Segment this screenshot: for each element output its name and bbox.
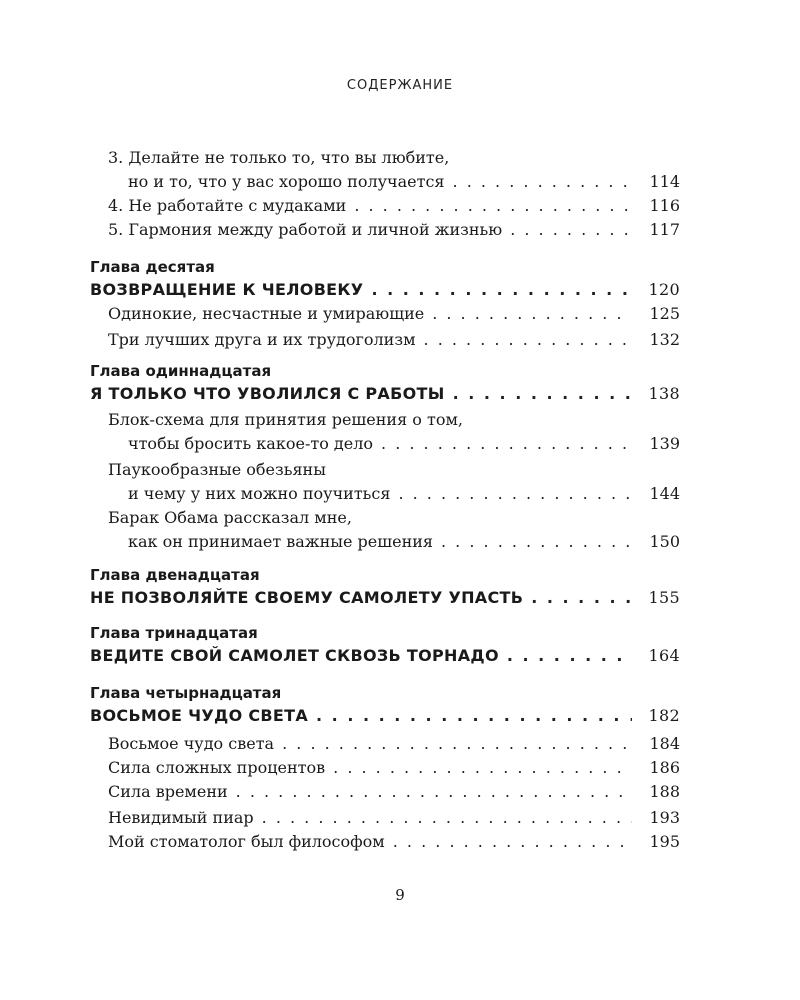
toc-entry-line: [108, 780, 680, 804]
page-number: 138: [648, 384, 680, 403]
chapter-title: Я ТОЛЬКО ЧТО УВОЛИЛСЯ С РАБОТЫ: [90, 384, 445, 403]
leader-dots: [333, 756, 632, 780]
toc-entry-line: [108, 756, 680, 780]
toc-entry-line: [108, 732, 680, 756]
leader-dots: [398, 482, 632, 506]
toc-entry-text: и чему у них можно поучиться: [128, 484, 391, 503]
toc-entry-text: 3. Делайте не только то, что вы любите,: [108, 148, 450, 167]
toc-entry-line: [108, 146, 680, 170]
page-number: 150: [649, 532, 680, 551]
toc-entry-line: [108, 506, 680, 530]
toc-entry-text: чтобы бросить какое-то дело: [128, 434, 374, 453]
chapter-label: Глава десятая: [90, 258, 215, 276]
chapter-title: ВОСЬМОЕ ЧУДО СВЕТА: [90, 706, 309, 725]
page-number: 117: [649, 220, 680, 239]
toc-entry-line: [108, 458, 680, 482]
toc-entry-text: но и то, что у вас хорошо получается: [128, 172, 445, 191]
toc-entry-text: Паукообразные обезьяны: [108, 460, 326, 479]
leader-dots: [531, 586, 632, 610]
page-number: 186: [649, 758, 680, 777]
chapter-title: ВОЗВРАЩЕНИЕ К ЧЕЛОВЕКУ: [90, 280, 364, 299]
toc-entry-line: [108, 830, 680, 854]
page-number: 184: [649, 734, 680, 753]
toc-entry-line: [108, 328, 680, 352]
toc-entry-text: Восьмое чудо света: [108, 734, 275, 753]
page-number: 193: [649, 808, 680, 827]
toc-entry-text: Блок-схема для принятия решения о том,: [108, 410, 463, 429]
page-number: 139: [649, 434, 680, 453]
toc-entry-line: [128, 482, 680, 506]
toc-entry-line: [128, 530, 680, 554]
page-folio: 9: [395, 886, 405, 904]
running-head: СОДЕРЖАНИЕ: [346, 78, 454, 93]
toc-entry-text: 5. Гармония между работой и личной жизнью: [108, 220, 503, 239]
page-number: 195: [649, 832, 680, 851]
leader-dots: [393, 830, 632, 854]
toc-entry-text: Барак Обама рассказал мне,: [108, 508, 352, 527]
page-number: 132: [649, 330, 680, 349]
toc-entry-line: [108, 302, 680, 326]
page-number: 155: [648, 588, 680, 607]
chapter-title: НЕ ПОЗВОЛЯЙТЕ СВОЕМУ САМОЛЕТУ УПАСТЬ: [90, 588, 524, 607]
toc-entry-text: Невидимый пиар: [108, 808, 254, 827]
toc-entry-text: 4. Не работайте с мудаками: [108, 196, 347, 215]
leader-dots: [441, 530, 632, 554]
chapter-title-line: [90, 704, 680, 728]
toc-entry-line: [108, 408, 680, 432]
page-number: 188: [649, 782, 680, 801]
chapter-label: Глава четырнадцатая: [90, 684, 282, 702]
leader-dots: [262, 806, 632, 830]
toc-entry-text: Мой стоматолог был философом: [108, 832, 385, 851]
page-number: 120: [648, 280, 680, 299]
toc-entry-line: [128, 170, 680, 194]
leader-dots: [316, 704, 632, 728]
page-number: 182: [648, 706, 680, 725]
toc-entry-text: Сила времени: [108, 782, 228, 801]
chapter-title: ВЕДИТЕ СВОЙ САМОЛЕТ СКВОЗЬ ТОРНАДО: [90, 646, 499, 665]
chapter-label: Глава одиннадцатая: [90, 362, 272, 380]
leader-dots: [282, 732, 632, 756]
toc-entry-text: Одинокие, несчастные и умирающие: [108, 304, 425, 323]
toc-entry-line: [108, 806, 680, 830]
chapter-title-line: [90, 278, 680, 302]
page-number: 125: [649, 304, 680, 323]
leader-dots: [236, 780, 632, 804]
leader-dots: [507, 644, 632, 668]
leader-dots: [453, 170, 632, 194]
page-number: 164: [648, 646, 680, 665]
leader-dots: [381, 432, 632, 456]
chapter-label: Глава двенадцатая: [90, 566, 260, 584]
page-number: 116: [649, 196, 680, 215]
leader-dots: [371, 278, 632, 302]
toc-entry-text: как он принимает важные решения: [128, 532, 433, 551]
toc-entry-line: [108, 194, 680, 218]
leader-dots: [354, 194, 632, 218]
toc-entry-line: [128, 432, 680, 456]
page-number: 144: [649, 484, 680, 503]
toc-entry-text: Три лучших друга и их трудоголизм: [108, 330, 416, 349]
chapter-label: Глава тринадцатая: [90, 624, 258, 642]
leader-dots: [424, 328, 632, 352]
toc-entry-line: [108, 218, 680, 242]
toc-entry-text: Сила сложных процентов: [108, 758, 326, 777]
leader-dots: [510, 218, 632, 242]
leader-dots: [453, 382, 632, 406]
page-number: 114: [649, 172, 680, 191]
chapter-title-line: [90, 644, 680, 668]
chapter-title-line: [90, 586, 680, 610]
leader-dots: [432, 302, 632, 326]
chapter-title-line: [90, 382, 680, 406]
